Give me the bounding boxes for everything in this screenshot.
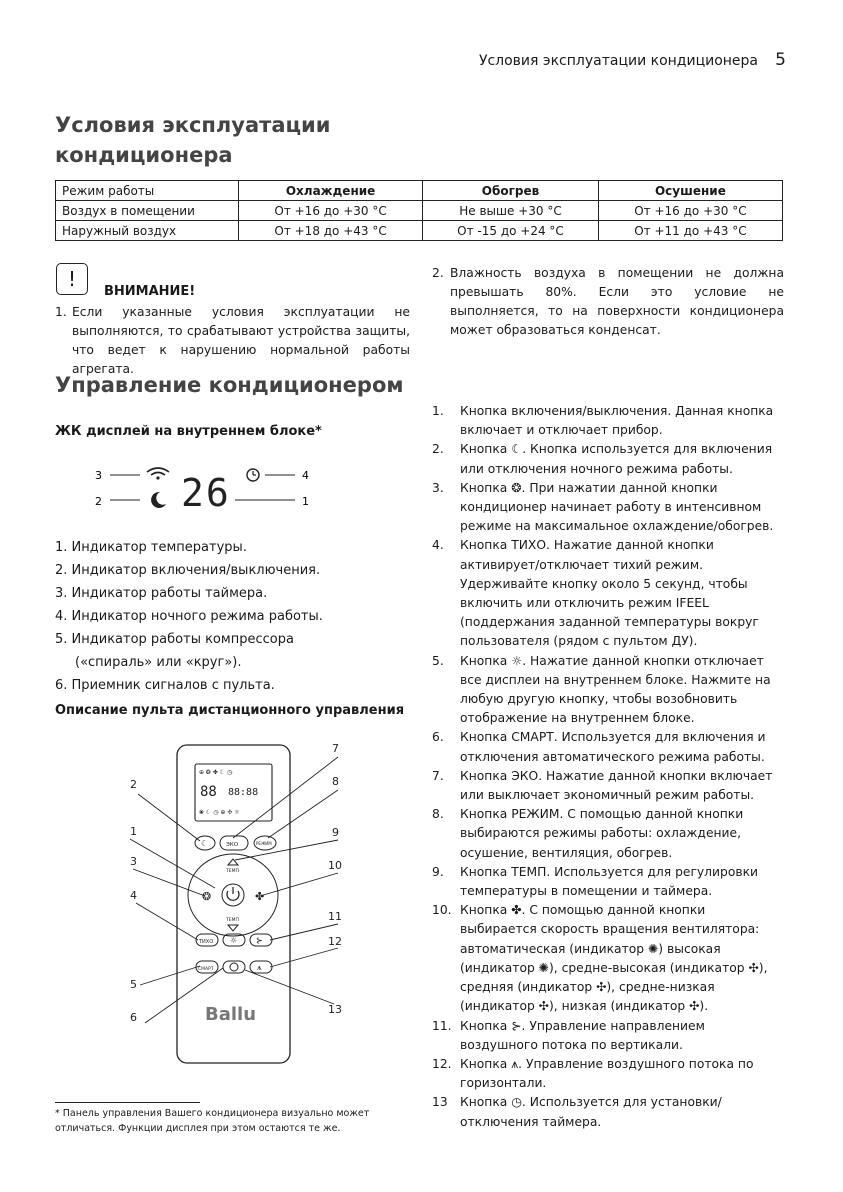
list-item: 7. Кнопка ЭКО. Нажатие данной кнопки включает или выключает экономичный режим работы. [432,768,773,803]
list-item: 4. Кнопка ТИХО. Нажатие данной кнопки активирует/отключает тихий режим. Удерживайте кнопку около 5 секунд, чтобы включить или отключить режим IFEEL (поддержания заданной температуры вокруг пользователя (рядом с пультом ДУ). [432,538,759,649]
list-item: 6. Приемник сигналов с пульта. [55,678,275,693]
list-item: 5. Кнопка ☼. Нажатие данной кнопки отключает все дисплеи на внутреннем блоке. Нажмите на любую другую кнопку, чтобы возобновить отображение на внутреннем блоке. [432,653,771,726]
clock-icon [247,469,259,481]
remote-screen-digits: 88 [200,784,217,800]
table-cell: От +18 до +43 °C [239,221,423,241]
mode-button-label: РЕЖИМ [256,841,272,846]
table-header-cell: Режим работы [56,181,239,201]
table-cell: От +16 до +30 °C [598,201,782,221]
light-icon: ☼ [230,936,238,945]
table-cell: Не выше +30 °C [423,201,599,221]
table-header-row [56,181,783,201]
lcd-diagram [90,460,320,520]
remote-screen-icons: ⊕ ❂ ✤ ☾ ◷ [199,769,233,776]
conditions-table [55,180,783,241]
turbo-icon: ❂ [202,890,212,903]
swing-horizontal-icon: ⩚ [257,963,262,972]
lcd-callout: 3 [95,469,102,482]
table-cell: От +11 до +43 °C [598,221,782,241]
remote-screen-icons-bottom: ❀ ☾ ◷ ⊕ ✣ ☼ [199,809,240,816]
lcd-indicator-list [55,536,415,697]
list-item: 3. Индикатор работы таймера. [55,586,268,601]
lcd-callout: 2 [95,495,102,508]
table-header-cell: Охлаждение [239,181,423,201]
list-item: 12. Кнопка ⩚. Управление воздушного потока по горизонтали. [432,1056,754,1091]
temp-label-up: ТЕМП [226,869,239,874]
remote-callout: 3 [130,855,137,868]
list-item: 4. Индикатор ночного режима работы. [55,609,323,624]
table-cell: Наружный воздух [56,221,239,241]
warning-item-1: 1. Если указанные условия эксплуатации не выполняются, то срабатывают устройства защиты, что ведет к нарушению нормальной работы агрегата. [55,305,410,376]
list-item: 1. Кнопка включения/выключения. Данная кнопка включает и отключает прибор. [432,404,774,438]
buttons-list [432,402,784,1132]
list-item: 11. Кнопка ⊱. Управление направлением воздушного потока по вертикали. [432,1018,705,1052]
moon-icon: ☾ [201,839,209,848]
list-item: 3. Кнопка ❂. При нажатии данной кнопки кондиционер начинает работу в интенсивном режиме на максимальное охлаждение/обогрев. [432,480,774,534]
section-title-control: Управление кондиционером [55,373,404,397]
table-cell: От -15 до +24 °C [423,221,599,241]
section-title-conditions: Условия эксплуатации кондиционера [55,113,331,167]
running-header: Условия эксплуатации кондиционера [478,53,758,69]
remote-callout: 8 [332,775,339,788]
eco-button-label: ЭКО [226,842,239,848]
remote-callout: 10 [328,859,342,872]
remote-callout: 7 [332,742,339,755]
table-cell: От +16 до +30 °C [239,201,423,221]
list-item: 5. Индикатор работы компрессора [55,632,294,647]
quiet-button-label: ТИХО [199,939,214,945]
remote-callout: 11 [328,910,342,923]
temp-label-down: ТЕМП [226,918,239,923]
table-row [56,201,783,221]
table-header-cell: Обогрев [423,181,599,201]
remote-screen-time: 88:88 [228,787,259,798]
warning-item-2: 2. Влажность воздуха в помещении не должна превышать 80%. Если это условие не выполняется, то на поверхности кондиционера может образоваться конденсат. [432,266,784,337]
list-item: 10. Кнопка ✤. С помощью данной кнопки выбирается скорость вращения вентилятора: автоматическая (индикатор ✺) высокая (индикатор ✺), средне-высокая (индикатор ✣), средняя (индикатор ✣), средне-низкая (индикатор ✣), низкая (индикатор ✣). [432,903,768,1014]
remote-callout: 5 [130,978,137,991]
lcd-subtitle: ЖК дисплей на внутреннем блоке* [55,424,322,439]
remote-callout: 2 [130,778,137,791]
footnote: * Панель управления Вашего кондиционера визуально может отличаться. Функции дисплея при этом остаются те же. [55,1108,370,1134]
remote-subtitle: Описание пульта дистанционного управления [55,703,405,718]
table-cell: Воздух в помещении [56,201,239,221]
list-item: 2. Индикатор включения/выключения. [55,563,321,578]
list-item: («спираль» или «круг»). [75,655,242,670]
brand-logo: Ballu [205,1004,257,1025]
fan-icon: ✤ [255,890,265,903]
remote-callout: 13 [328,1003,342,1016]
remote-diagram [120,738,360,1068]
table-header-cell: Осушение [598,181,782,201]
table-row [56,221,783,241]
page-number: 5 [775,50,786,70]
warning-label: ВНИМАНИЕ! [104,284,196,299]
remote-callout: 9 [332,826,339,839]
list-item: 9. Кнопка ТЕМП. Используется для регулировки температуры в помещении и таймера. [432,864,759,899]
remote-callout: 12 [328,935,342,948]
lcd-callout: 4 [302,469,309,482]
remote-callout: 4 [130,889,137,902]
list-item: 1. Индикатор температуры. [55,540,247,555]
lcd-callout: 1 [302,495,309,508]
remote-callout: 6 [130,1011,137,1024]
list-item: 6. Кнопка СМАРТ. Используется для включения и отключения автоматического режима работы. [432,730,766,764]
wifi-icon [147,468,169,480]
smart-button-label: СМАРТ [198,967,214,972]
moon-icon [151,492,166,508]
list-item: 13 Кнопка ◷. Используется для установки/отключения таймера. [432,1095,722,1129]
remote-callout: 1 [130,825,137,838]
footnote-rule [55,1102,200,1103]
list-item: 8. Кнопка РЕЖИМ. С помощью данной кнопки выбираются режимы работы: охлаждение, осушение, вентиляция, обогрев. [432,807,744,860]
list-item: 2. Кнопка ☾. Кнопка используется для включения или отключения ночного режима работы. [432,442,773,476]
swing-vertical-icon: ⊱ [256,936,263,945]
lcd-temp-digits: 26 [181,471,231,515]
warning-icon: ! [56,263,88,295]
